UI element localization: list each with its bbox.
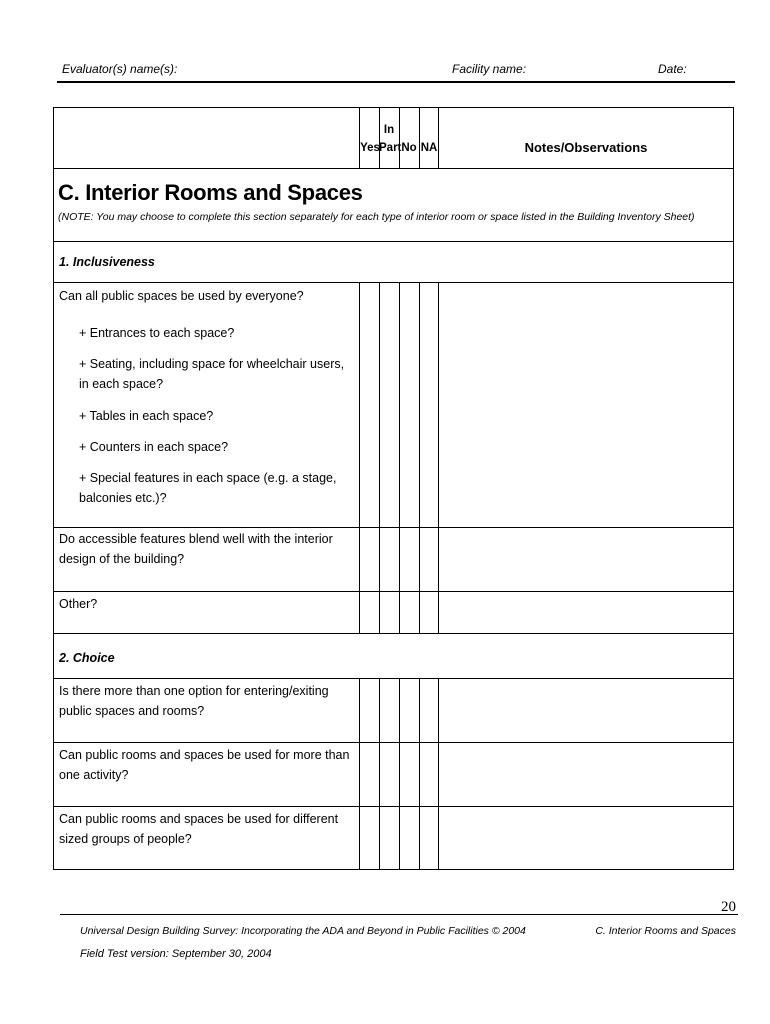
question-other: Other? — [59, 597, 98, 611]
checkbox-column-line — [399, 678, 400, 869]
checkbox-column-line — [438, 678, 439, 869]
page-number: 20 — [721, 899, 736, 915]
subquestion-seating: + Seating, including space for wheelchair users, in each space? — [79, 357, 345, 391]
checkbox-column-line — [419, 282, 420, 633]
checkbox-column-line — [438, 282, 439, 633]
header-divider — [359, 108, 360, 168]
col-no-header: No — [401, 142, 417, 154]
footer-rule — [60, 914, 738, 915]
header-divider — [438, 108, 439, 168]
row-divider — [54, 241, 733, 242]
section-note: (NOTE: You may choose to complete this section separately for each type of interior room or space listed in the Building Inventory Sheet) — [58, 211, 695, 223]
question-multiple-activities: Can public rooms and spaces be used for more than one activity? — [59, 748, 350, 782]
checkbox-column-line — [399, 282, 400, 633]
header-divider — [419, 108, 420, 168]
col-inpart-header-line1: In — [383, 124, 395, 136]
col-notes-header: Notes/Observations — [524, 140, 648, 155]
row-divider — [54, 633, 733, 634]
question-public-spaces: Can all public spaces be used by everyone? — [59, 289, 304, 303]
footer-title: Universal Design Building Survey: Incorporating the ADA and Beyond in Public Facilities © 2004 — [80, 925, 526, 937]
checkbox-column-line — [419, 678, 420, 869]
subsection-inclusiveness: 1. Inclusiveness — [59, 255, 155, 269]
row-divider — [54, 678, 733, 679]
row-divider — [54, 806, 733, 807]
row-divider — [54, 527, 733, 528]
header-divider — [399, 108, 400, 168]
checkbox-column-line — [379, 282, 380, 633]
row-divider — [54, 282, 733, 283]
subsection-choice: 2. Choice — [59, 651, 115, 665]
header-rule — [57, 81, 735, 83]
checkbox-column-line — [359, 678, 360, 869]
checkbox-column-line — [359, 282, 360, 633]
footer-section-name: C. Interior Rooms and Spaces — [595, 925, 736, 937]
col-yes-header: Yes — [360, 142, 380, 154]
col-na-header: NA — [420, 142, 438, 154]
footer-version: Field Test version: September 30, 2004 — [80, 948, 272, 960]
survey-table — [53, 107, 734, 870]
subquestion-counters: + Counters in each space? — [79, 440, 229, 454]
header-divider — [379, 108, 380, 168]
checkbox-column-line — [379, 678, 380, 869]
row-divider — [54, 742, 733, 743]
date-label: Date: — [658, 62, 687, 76]
evaluator-label: Evaluator(s) name(s): — [62, 62, 178, 76]
subquestion-special-features: + Special features in each space (e.g. a stage, balconies etc.)? — [79, 471, 337, 505]
question-entering-exiting: Is there more than one option for entering/exiting public spaces and rooms? — [59, 684, 329, 718]
facility-label: Facility name: — [452, 62, 527, 76]
subquestion-entrances: + Entrances to each space? — [79, 326, 235, 340]
subquestion-tables: + Tables in each space? — [79, 409, 214, 423]
row-divider — [54, 168, 733, 169]
col-inpart-header-line2: Part — [379, 142, 402, 154]
question-blend-interior: Do accessible features blend well with the interior design of the building? — [59, 532, 333, 566]
question-group-sizes: Can public rooms and spaces be used for different sized groups of people? — [59, 812, 339, 846]
row-divider — [54, 591, 733, 592]
section-title: C. Interior Rooms and Spaces — [58, 180, 363, 205]
